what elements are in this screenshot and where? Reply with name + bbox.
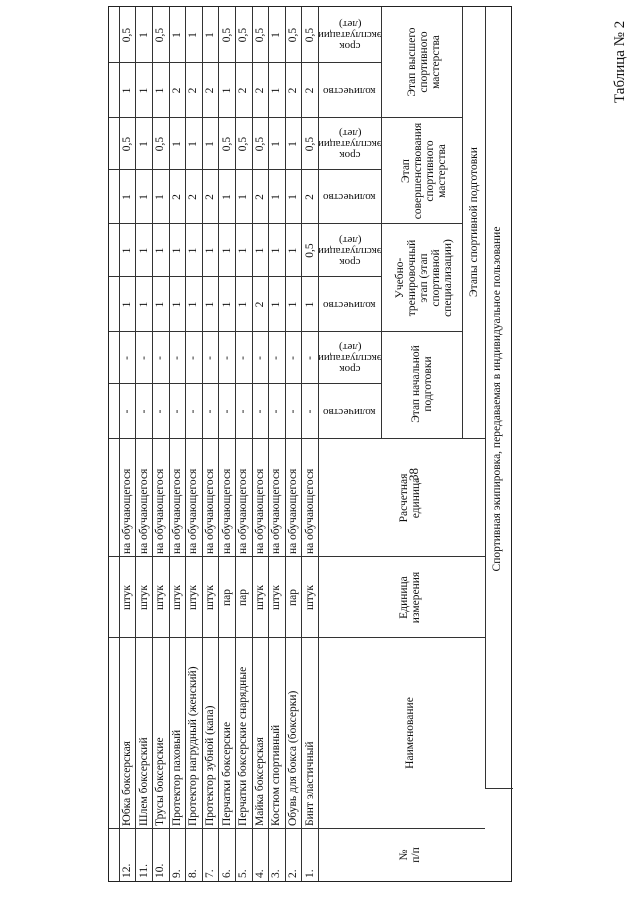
row-name: Протектор нагрудный (женский) — [187, 666, 200, 826]
row-value: 1 — [270, 141, 283, 147]
row-value: 0,5 — [237, 27, 250, 43]
page-number: 38 — [406, 468, 421, 481]
row-value: - — [187, 356, 200, 360]
row-name: Юбка боксерская — [121, 741, 134, 826]
header-stages: Этапы спортивной подготовки — [468, 147, 480, 297]
row-calc: на обучающегося — [154, 468, 167, 554]
row-value: 1 — [121, 301, 134, 308]
row-number: 9. — [170, 869, 183, 878]
row-value: 1 — [220, 247, 233, 254]
row-value: 2 — [253, 194, 266, 200]
row-value: - — [270, 409, 283, 414]
row-value: - — [253, 409, 266, 414]
row-value: 2 — [204, 194, 217, 200]
row-value: - — [303, 409, 316, 414]
row-value: 1 — [253, 247, 266, 254]
row-name: Протектор зубной (капа) — [204, 705, 217, 826]
row-value: 2 — [204, 87, 217, 94]
row-value: 0,5 — [121, 27, 134, 43]
row-value: - — [204, 356, 217, 360]
row-value: 0,5 — [220, 27, 233, 43]
row-value: 1 — [204, 32, 217, 38]
row-unit: штук — [154, 584, 167, 611]
row-value: 1 — [237, 247, 250, 254]
row-value: 1 — [137, 141, 150, 147]
row-value: - — [253, 356, 266, 360]
row-number: 11. — [137, 864, 150, 878]
row-value: 1 — [137, 247, 150, 254]
row-value: 1 — [270, 32, 283, 38]
row-value: 0,5 — [220, 136, 233, 152]
row-value: 2 — [253, 301, 266, 308]
header-quantity: количество — [323, 299, 376, 311]
row-number: 4. — [253, 869, 266, 878]
row-value: 0,5 — [253, 136, 266, 152]
row-value: 1 — [154, 247, 167, 254]
row-value: 2 — [187, 194, 200, 200]
row-value: 1 — [187, 141, 200, 147]
header-calc: Расчетная единица — [398, 473, 422, 523]
row-value: 2 — [303, 194, 316, 200]
row-value: - — [154, 356, 167, 360]
row-name: Перчатки боксерские — [220, 721, 233, 826]
row-value: - — [270, 356, 283, 360]
row-value: 2 — [287, 87, 300, 94]
row-value: 1 — [137, 194, 150, 200]
header-unit: Единица измерения — [398, 571, 422, 624]
row-unit: штук — [137, 584, 150, 611]
row-value: 2 — [303, 87, 316, 94]
grid-line — [318, 7, 319, 881]
row-value: 0,5 — [154, 27, 167, 43]
row-value: 1 — [303, 301, 316, 308]
row-value: 1 — [270, 247, 283, 254]
row-name: Майка боксерская — [253, 737, 266, 826]
row-calc: на обучающегося — [204, 468, 217, 554]
row-value: - — [170, 409, 183, 414]
row-value: 1 — [287, 141, 300, 147]
header-term: срок эксплуатации (лет) — [317, 18, 382, 53]
row-calc: на обучающегося — [270, 468, 283, 554]
row-calc: на обучающегося — [220, 468, 233, 554]
stage-2-title: Учебно- тренировочный этап (этап спортивной специализации) — [394, 239, 454, 317]
row-number: 5. — [237, 869, 250, 878]
row-value: 1 — [137, 32, 150, 38]
row-value: 1 — [187, 32, 200, 38]
row-unit: штук — [204, 584, 217, 611]
header-term: срок эксплуатации (лет) — [317, 341, 382, 376]
row-value: 0,5 — [237, 136, 250, 152]
row-value: 2 — [170, 194, 183, 200]
row-value: 1 — [287, 194, 300, 200]
row-name: Бинт эластичный — [303, 741, 316, 826]
row-value: 0,5 — [303, 27, 316, 43]
row-value: - — [137, 356, 150, 360]
row-number: 7. — [204, 869, 217, 878]
row-number: 3. — [270, 869, 283, 878]
row-value: 0,5 — [303, 136, 316, 152]
row-calc: на обучающегося — [121, 468, 134, 554]
header-term: срок эксплуатации (лет) — [317, 234, 382, 268]
row-value: - — [237, 409, 250, 414]
row-value: 1 — [287, 301, 300, 308]
row-value: 2 — [170, 87, 183, 94]
row-value: 1 — [121, 247, 134, 254]
row-calc: на обучающегося — [237, 468, 250, 554]
stage-1-title: Этап начальной подготовки — [410, 345, 434, 423]
header-number: № п/п — [398, 847, 422, 863]
row-unit: пар — [220, 589, 233, 607]
row-value: - — [237, 356, 250, 360]
row-value: - — [220, 409, 233, 414]
row-value: - — [287, 356, 300, 360]
row-value: - — [121, 356, 134, 360]
row-name: Перчатки боксерские снарядные — [237, 666, 250, 826]
row-value: 1 — [204, 141, 217, 147]
table-group-title: Спортивная экипировка, передаваемая в индивидуальное пользование — [491, 226, 503, 572]
row-number: 12. — [121, 863, 134, 878]
row-calc: на обучающегося — [187, 468, 200, 554]
row-value: 1 — [154, 194, 167, 200]
row-value: 0,5 — [303, 243, 316, 258]
row-unit: штук — [253, 584, 266, 611]
row-value: 2 — [237, 87, 250, 94]
row-value: 1 — [170, 301, 183, 308]
row-value: 1 — [237, 194, 250, 200]
row-calc: на обучающегося — [137, 468, 150, 554]
row-value: 1 — [270, 194, 283, 200]
row-value: 1 — [170, 141, 183, 147]
row-value: - — [303, 356, 316, 360]
row-name: Шлем боксерский — [137, 737, 150, 826]
row-value: 1 — [137, 301, 150, 308]
row-calc: на обучающегося — [170, 468, 183, 554]
row-value: 2 — [187, 87, 200, 94]
equipment-table — [108, 6, 512, 882]
row-name: Протектор паховый — [170, 729, 183, 826]
row-name: Костюм спортивный — [270, 724, 283, 826]
header-term: срок эксплуатации (лет) — [317, 127, 382, 162]
stage-3-title: Этап совершенствования спортивного мастерства — [400, 122, 448, 220]
row-unit: штук — [170, 584, 183, 611]
row-value: 1 — [154, 301, 167, 308]
grid-line — [485, 7, 486, 789]
row-value: 1 — [220, 87, 233, 94]
row-value: 1 — [154, 87, 167, 94]
row-value: 1 — [204, 247, 217, 254]
row-value: 1 — [270, 301, 283, 308]
row-value: - — [154, 409, 167, 414]
header-name: Наименование — [404, 697, 416, 769]
row-value: 1 — [270, 87, 283, 94]
row-value: - — [187, 409, 200, 414]
row-value: 1 — [204, 301, 217, 308]
table-title: Таблица № 2 — [612, 20, 628, 103]
header-quantity: количество — [323, 85, 376, 97]
row-name: Обувь для бокса (боксерки) — [287, 690, 300, 826]
row-value: - — [170, 356, 183, 360]
stage-4-title: Этап высшего спортивного мастерства — [406, 27, 442, 97]
row-value: - — [220, 356, 233, 360]
row-unit: штук — [303, 584, 316, 611]
row-value: 0,5 — [287, 27, 300, 43]
header-quantity: количество — [323, 406, 376, 418]
row-value: - — [287, 409, 300, 414]
row-value: 1 — [121, 194, 134, 200]
row-number: 2. — [287, 869, 300, 878]
row-value: 0,5 — [253, 27, 266, 43]
row-number: 6. — [220, 869, 233, 878]
row-number: 8. — [187, 869, 200, 878]
row-unit: штук — [187, 584, 200, 611]
row-calc: на обучающегося — [253, 468, 266, 554]
row-value: 1 — [121, 87, 134, 94]
row-value: - — [137, 409, 150, 414]
row-value: - — [121, 409, 134, 414]
row-unit: штук — [270, 584, 283, 611]
row-value: 1 — [187, 301, 200, 308]
row-value: 0,5 — [154, 136, 167, 152]
row-value: 1 — [287, 247, 300, 254]
grid-line — [485, 788, 513, 789]
row-calc: на обучающегося — [303, 468, 316, 554]
row-unit: пар — [237, 589, 250, 607]
row-name: Трусы боксерские — [154, 737, 167, 826]
row-value: 1 — [220, 194, 233, 200]
grid-line — [462, 7, 463, 439]
row-value: 1 — [220, 301, 233, 308]
row-value: 0,5 — [121, 136, 134, 152]
row-value: 1 — [170, 247, 183, 254]
row-value: 2 — [253, 87, 266, 94]
row-value: 1 — [137, 87, 150, 94]
row-number: 10. — [154, 863, 167, 878]
row-value: 1 — [187, 247, 200, 254]
row-number: 1. — [303, 869, 316, 878]
row-calc: на обучающегося — [287, 468, 300, 554]
row-value: 1 — [237, 301, 250, 308]
header-quantity: количество — [323, 191, 376, 204]
row-value: 1 — [170, 32, 183, 38]
row-unit: пар — [287, 589, 300, 607]
row-unit: штук — [121, 584, 134, 611]
row-value: - — [204, 409, 217, 414]
